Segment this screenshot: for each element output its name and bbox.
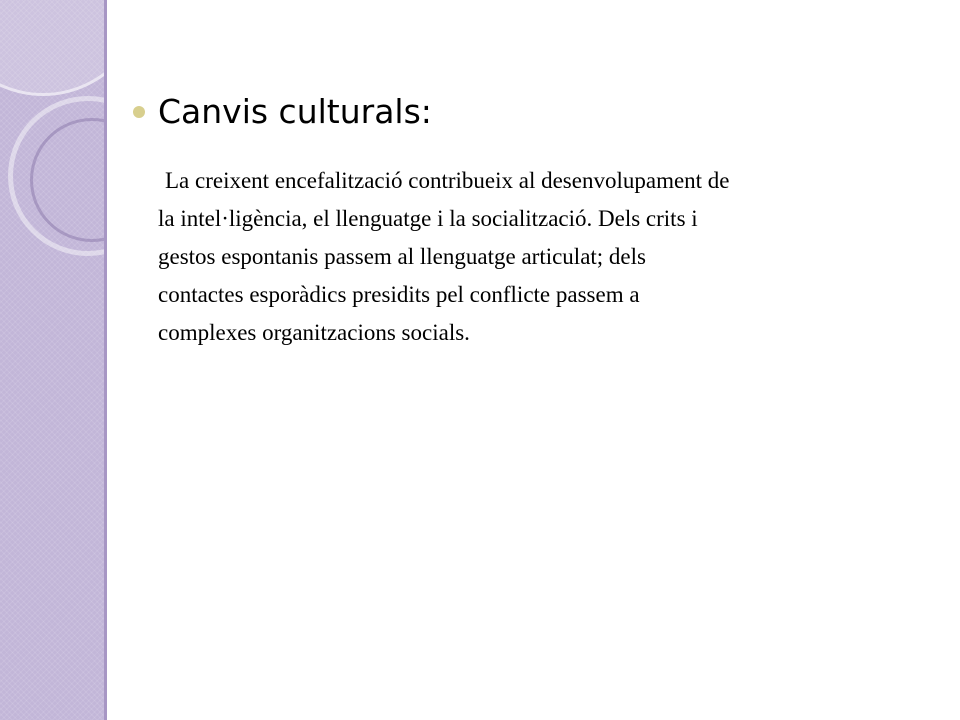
decorative-circle-large bbox=[0, 0, 104, 96]
paragraph-line: La creixent encefalització contribueix al desenvolupament de bbox=[165, 168, 730, 193]
paragraph-line: gestos espontanis passem al llenguatge articulat; dels bbox=[158, 244, 646, 269]
paragraph-line: complexes organitzacions socials. bbox=[158, 320, 470, 345]
paragraph-line: contactes esporàdics presidits pel conflicte passem a bbox=[158, 282, 640, 307]
side-panel-edge bbox=[104, 0, 107, 720]
bullet-icon bbox=[133, 106, 145, 118]
decorative-side-panel bbox=[0, 0, 104, 720]
slide-heading: Canvis culturals: bbox=[158, 92, 432, 131]
paragraph-line: la intel·ligència, el llenguatge i la socialització. Dels crits i bbox=[158, 206, 698, 231]
slide-paragraph bbox=[158, 162, 918, 352]
